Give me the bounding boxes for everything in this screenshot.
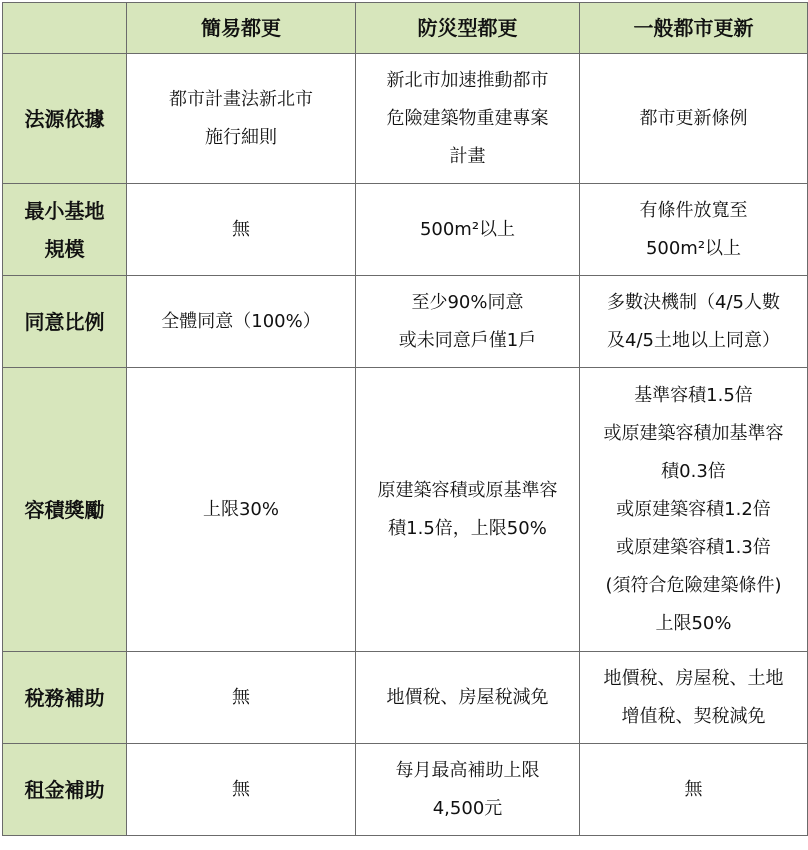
row-label-tax-relief — [3, 652, 127, 744]
comparison-table — [2, 2, 808, 836]
cell-text: 每月最高補助上限 — [395, 759, 540, 781]
row-label-text: 最小基地 — [24, 198, 105, 223]
cell-text: 增值稅、契稅減免 — [621, 705, 766, 727]
cell-general-legal-basis — [580, 54, 808, 184]
cell-simple-legal-basis — [127, 54, 356, 184]
row-label-rent-subsidy — [3, 744, 127, 836]
cell-general-floor-area-bonus — [580, 368, 808, 652]
cell-general-rent-subsidy — [580, 744, 808, 836]
cell-text: 或原建築容積加基準容 — [603, 422, 784, 444]
cell-text: 至少90%同意 — [411, 291, 524, 313]
cell-simple-consent-ratio — [127, 276, 356, 368]
cell-text: 原建築容積或原基準容 — [377, 479, 558, 501]
row-label-floor-area-bonus — [3, 368, 127, 652]
row-label-text: 容積獎勵 — [24, 497, 105, 522]
cell-text: 500m²以上 — [645, 237, 742, 259]
cell-text: 新北市加速推動都市 — [386, 69, 549, 91]
cell-disaster-min-site-size — [356, 184, 580, 276]
row-label-text: 稅務補助 — [24, 685, 105, 710]
cell-text: 多數決機制（4/5人數 — [607, 291, 780, 313]
cell-disaster-tax-relief — [356, 652, 580, 744]
cell-text: 地價稅、房屋稅、土地 — [603, 667, 784, 689]
cell-text: 基準容積1.5倍 — [634, 384, 753, 406]
cell-text: 或原建築容積1.2倍 — [616, 498, 771, 520]
cell-text: 無 — [684, 778, 703, 800]
cell-text: 無 — [232, 218, 250, 240]
cell-general-consent-ratio — [580, 276, 808, 368]
cell-text: 及4/5土地以上同意） — [607, 329, 780, 351]
row-label-text: 同意比例 — [24, 309, 105, 334]
cell-text: 地價稅、房屋稅減免 — [386, 686, 549, 708]
cell-simple-min-site-size — [127, 184, 356, 276]
column-header-general-renewal: 一般都市更新 — [580, 3, 808, 54]
row-label-text: 規模 — [44, 236, 85, 261]
row-label-legal-basis — [3, 54, 127, 184]
cell-text: 或原建築容積1.3倍 — [616, 536, 771, 558]
cell-text: 500m²以上 — [419, 218, 516, 240]
cell-simple-floor-area-bonus — [127, 368, 356, 652]
row-label-consent-ratio — [3, 276, 127, 368]
cell-disaster-floor-area-bonus — [356, 368, 580, 652]
row-label-min-site-size — [3, 184, 127, 276]
cell-text: 上限50% — [655, 612, 732, 634]
cell-text: 上限30% — [202, 498, 279, 520]
cell-simple-tax-relief — [127, 652, 356, 744]
cell-text: 4,500元 — [432, 797, 503, 819]
table-row-floor-area-bonus — [3, 368, 808, 652]
cell-text: 全體同意（100%） — [161, 310, 321, 332]
corner-cell — [3, 3, 127, 54]
cell-text: 計畫 — [449, 145, 486, 167]
cell-disaster-legal-basis — [356, 54, 580, 184]
column-header-disaster-renewal: 防災型都更 — [356, 3, 580, 54]
row-label-text: 法源依據 — [24, 106, 105, 131]
cell-text: 有條件放寬至 — [639, 199, 748, 221]
cell-disaster-rent-subsidy — [356, 744, 580, 836]
table-row-consent-ratio — [3, 276, 808, 368]
cell-text: (須符合危險建築條件) — [605, 574, 782, 596]
column-header-simple-renewal: 簡易都更 — [127, 3, 356, 54]
cell-text: 都市更新條例 — [639, 107, 748, 129]
row-label-text: 租金補助 — [24, 777, 105, 802]
cell-text: 都市計畫法新北市 — [169, 88, 313, 110]
cell-text: 危險建築物重建專案 — [386, 107, 549, 129]
cell-text: 積1.5倍，上限50% — [388, 517, 547, 539]
table-row-rent-subsidy — [3, 744, 808, 836]
cell-general-min-site-size — [580, 184, 808, 276]
table-row-legal-basis — [3, 54, 808, 184]
cell-text: 施行細則 — [205, 126, 277, 148]
header-row — [3, 3, 808, 54]
cell-simple-rent-subsidy — [127, 744, 356, 836]
cell-text: 無 — [232, 686, 250, 708]
cell-disaster-consent-ratio — [356, 276, 580, 368]
cell-text: 積0.3倍 — [661, 460, 726, 482]
table-row-min-site-size — [3, 184, 808, 276]
cell-text: 或未同意戶僅1戶 — [398, 329, 537, 351]
cell-general-tax-relief — [580, 652, 808, 744]
cell-text: 無 — [232, 778, 250, 800]
table-row-tax-relief — [3, 652, 808, 744]
